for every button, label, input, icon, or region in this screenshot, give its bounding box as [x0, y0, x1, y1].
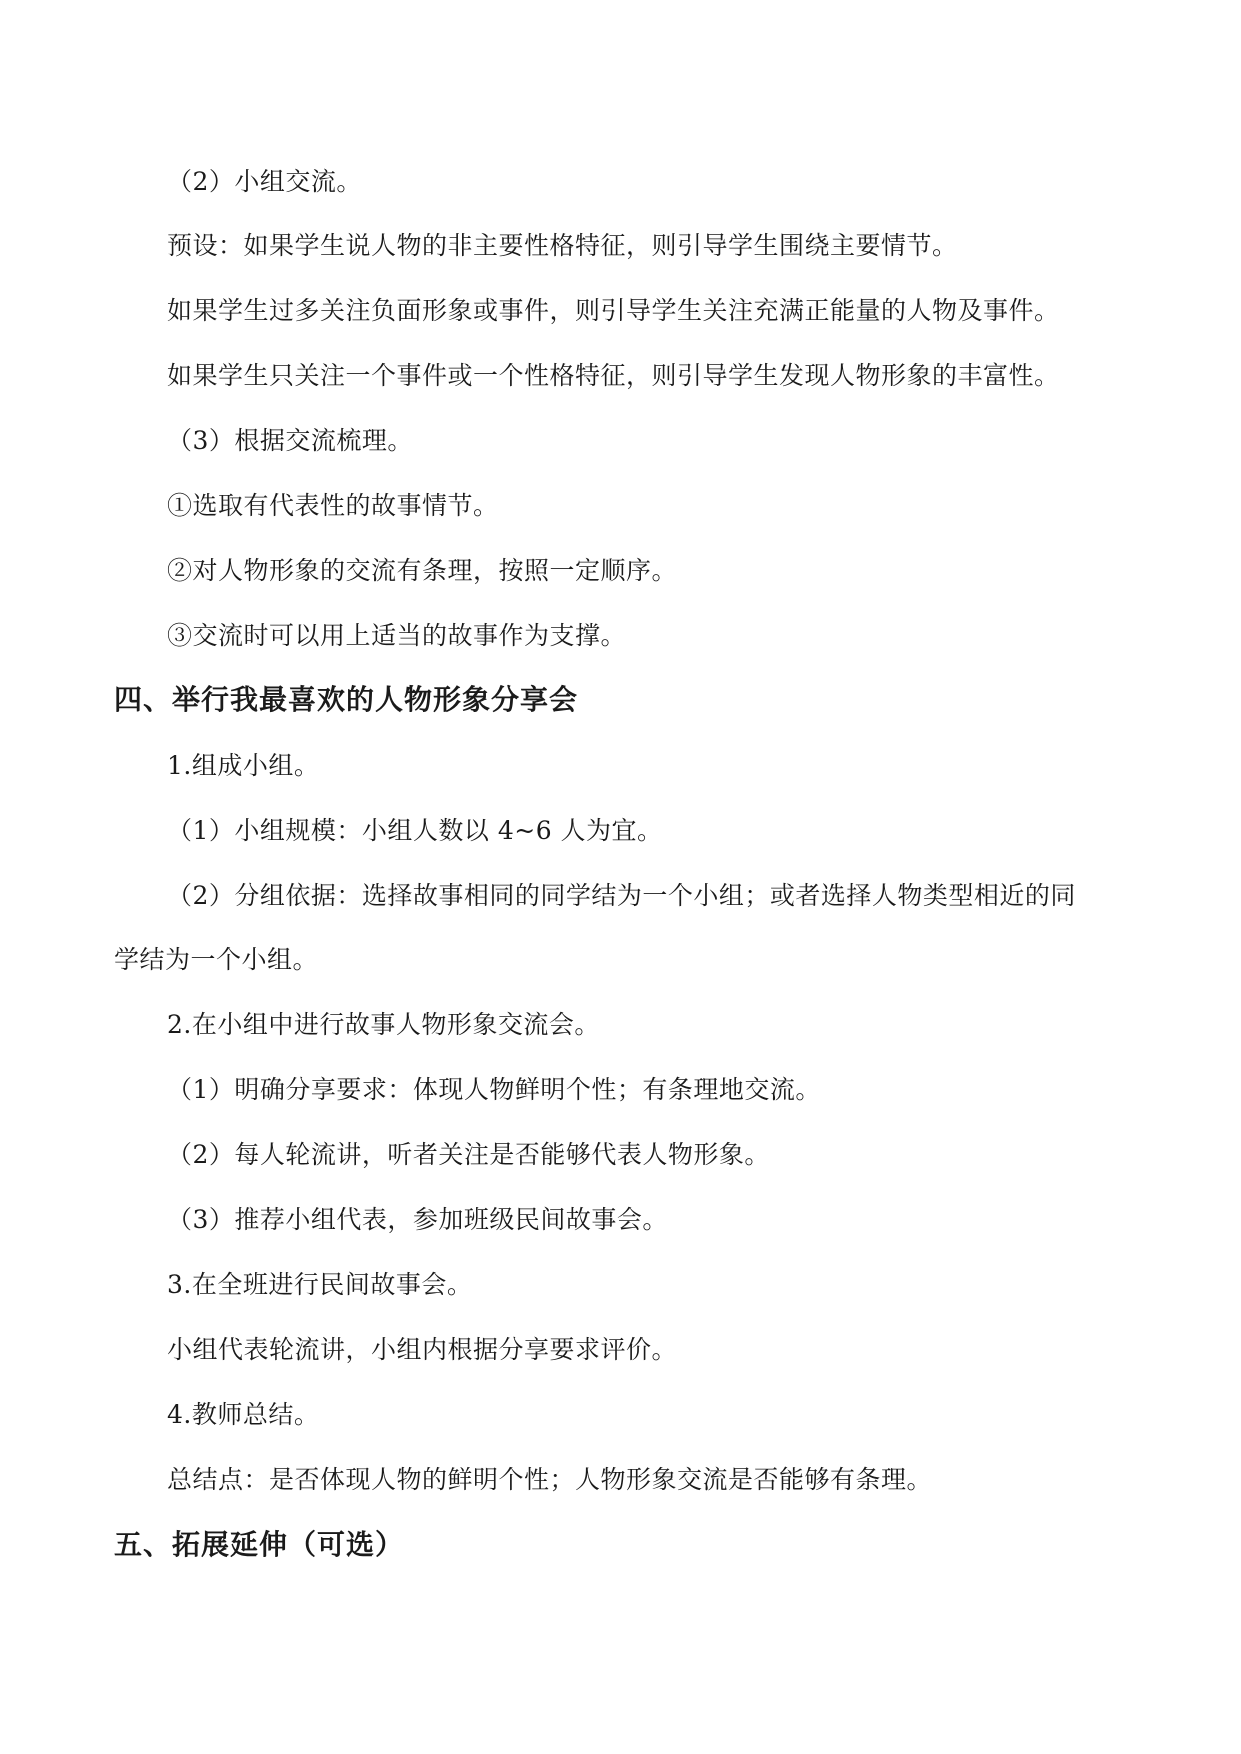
paragraph-representatives: 小组代表轮流讲，小组内根据分享要求评价。 — [167, 1335, 678, 1364]
paragraph-group-session: 2.在小组中进行故事人物形象交流会。 — [167, 1010, 600, 1039]
paragraph-group-exchange: （2）小组交流。 — [167, 167, 362, 196]
paragraph-grouping-basis: （2）分组依据：选择故事相同的同学结为一个小组；或者选择人物类型相近的同 — [167, 881, 1076, 910]
paragraph-form-groups: 1.组成小组。 — [167, 751, 320, 780]
paragraph-take-turns: （2）每人轮流讲，听者关注是否能够代表人物形象。 — [167, 1140, 770, 1169]
paragraph-negative-focus: 如果学生过多关注负面形象或事件，则引导学生关注充满正能量的人物及事件。 — [167, 296, 1060, 325]
section-4-heading: 四、举行我最喜欢的人物形象分享会 — [114, 683, 579, 716]
paragraph-recommend: （3）推荐小组代表，参加班级民间故事会。 — [167, 1205, 668, 1234]
paragraph-point-2: ②对人物形象的交流有条理，按照一定顺序。 — [167, 556, 678, 585]
paragraph-point-3: ③交流时可以用上适当的故事作为支撑。 — [167, 621, 627, 650]
paragraph-single-focus: 如果学生只关注一个事件或一个性格特征，则引导学生发现人物形象的丰富性。 — [167, 361, 1060, 390]
paragraph-point-1: ①选取有代表性的故事情节。 — [167, 491, 499, 520]
paragraph-share-requirements: （1）明确分享要求：体现人物鲜明个性；有条理地交流。 — [167, 1075, 821, 1104]
paragraph-class-session: 3.在全班进行民间故事会。 — [167, 1270, 473, 1299]
paragraph-group-size: （1）小组规模：小组人数以 4~6 人为宜。 — [167, 816, 663, 845]
paragraph-organize: （3）根据交流梳理。 — [167, 426, 413, 455]
paragraph-grouping-basis-cont: 学结为一个小组。 — [114, 945, 319, 974]
section-5-heading: 五、拓展延伸（可选） — [114, 1528, 405, 1561]
paragraph-teacher-summary: 4.教师总结。 — [167, 1400, 320, 1429]
paragraph-preset: 预设：如果学生说人物的非主要性格特征，则引导学生围绕主要情节。 — [167, 231, 958, 260]
paragraph-summary-points: 总结点：是否体现人物的鲜明个性；人物形象交流是否能够有条理。 — [167, 1465, 933, 1494]
